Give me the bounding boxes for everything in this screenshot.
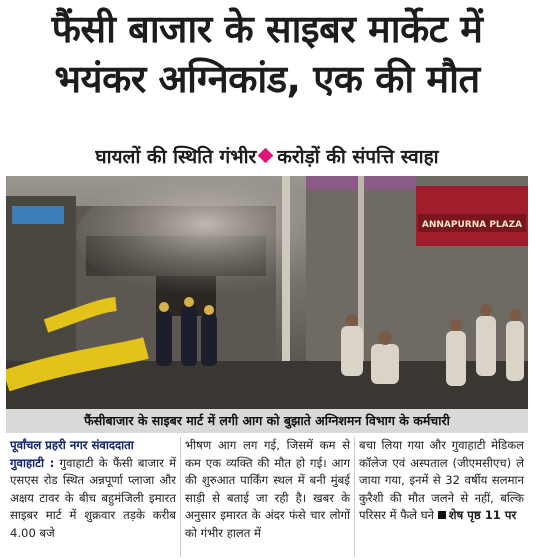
article-column-3 <box>354 437 528 557</box>
subheadline-left: घायलों की स्थिति गंभीर <box>95 146 257 168</box>
continuation-note <box>438 508 517 522</box>
signboard-text: ANNAPURNA PLAZA <box>421 220 523 230</box>
continuation-text: शेष पृष्ठ 11 पर <box>448 508 517 522</box>
article-column-1 <box>6 437 180 557</box>
article-body <box>6 437 528 557</box>
article-column-2 <box>180 437 354 557</box>
article-text-2: भीषण आग लग गई, जिसमें कम से कम एक व्यक्ति की मौत हो गई। आग की शुरुआत पार्किंग स्थल में बनी मुंबई साड़ी से बताई जा रही है। खबर के अनुसार इमारत के अंदर फंसे चार लोगों को गंभीर हालत में <box>185 438 350 540</box>
byline: पूर्वांचल प्रहरी नगर संवाददाता <box>10 438 134 452</box>
square-bullet-icon <box>438 511 446 519</box>
headline-line-1: फैंसी बाजार के साइबर मार्केट में <box>51 7 483 51</box>
headline <box>6 4 528 104</box>
headline-line-2: भयंकर अग्निकांड, एक की मौत <box>54 57 480 101</box>
diamond-bullet-icon <box>258 148 274 164</box>
article-text-3: बचा लिया गया और गुवाहाटी मेडिकल कॉलेज एवं अस्पताल (जीएमसीएच) ले जाया गया, इनमें से 32 वर्षीय सलमान कुरैशी की मौत जलने से नहीं, बल्कि परिसर में फैले घने <box>359 438 524 522</box>
photo-caption: फैंसीबाजार के साइबर मार्ट में लगी आग को बुझाते अग्निशमन विभाग के कर्मचारी <box>6 409 528 433</box>
article-text-1: गुवाहाटी के फैंसी बाजार में एसएस रोड स्थित अन्नपूर्णा प्लाजा और अक्षय टावर के बीच बहुमंजिली इमारत साइबर मार्ट में शुक्रवार तड़के करीब 4.00 बजे <box>10 455 177 540</box>
subheadline <box>0 140 534 174</box>
subheadline-right: करोड़ों की संपत्ति स्वाहा <box>277 146 439 168</box>
news-photo <box>6 176 528 409</box>
dateline: गुवाहाटी : <box>10 455 55 470</box>
